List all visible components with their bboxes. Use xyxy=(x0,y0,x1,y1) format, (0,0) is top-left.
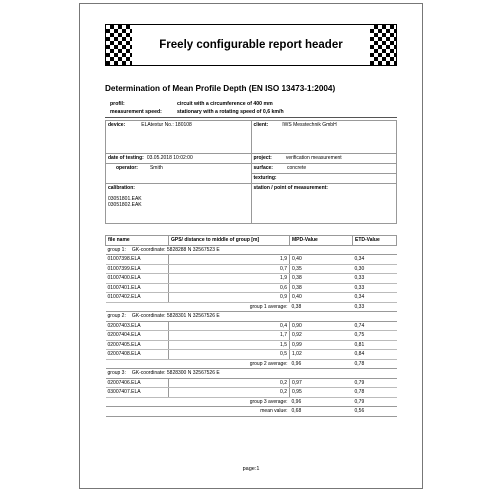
checkered-flag-left-icon xyxy=(106,25,132,65)
etd-cell: 0,74 xyxy=(353,321,397,331)
page-number: page:1 xyxy=(242,466,260,472)
etd-cell: 0,84 xyxy=(353,350,397,360)
distance-cell: 0,2 xyxy=(169,388,290,398)
file-name-cell: 01007400.ELA xyxy=(106,274,169,284)
file-name-cell: 02007403.ELA xyxy=(106,321,169,331)
group-average-label: group 2 average: xyxy=(106,359,290,369)
meta-table xyxy=(105,120,397,224)
date-label: date of testing: xyxy=(108,155,144,161)
table-row xyxy=(106,321,397,331)
mean-value-label: mean value: xyxy=(106,407,290,417)
etd-cell: 0,33 xyxy=(353,283,397,293)
distance-cell: 0,5 xyxy=(169,350,290,360)
table-row xyxy=(106,293,397,303)
surface-value: concrete xyxy=(286,165,307,171)
header-title: Freely configurable report header xyxy=(159,39,343,51)
group-average-etd: 0,78 xyxy=(353,359,397,369)
table-row xyxy=(106,331,397,341)
group-average-row xyxy=(106,359,397,369)
etd-cell: 0,34 xyxy=(353,255,397,265)
group-average-etd: 0,33 xyxy=(353,302,397,312)
mean-mpd: 0,68 xyxy=(290,407,353,417)
speed-label: measurement speed: xyxy=(110,109,162,115)
calibration-label: calibration: xyxy=(108,185,135,191)
group-average-row xyxy=(106,302,397,312)
col-header-gps: GPS/ distance to middle of group [m] xyxy=(169,236,290,246)
mpd-cell: 0,38 xyxy=(290,283,353,293)
group-average-mpd: 0,96 xyxy=(290,397,353,407)
project-label: project: xyxy=(253,155,272,161)
results-body xyxy=(106,236,397,417)
speed-value: stationary with a rotating speed of 0,6 km/h xyxy=(177,109,284,115)
table-row xyxy=(106,255,397,265)
mean-etd: 0,56 xyxy=(353,407,397,417)
group-header-row xyxy=(106,369,397,379)
checkered-flag-right-icon xyxy=(370,25,396,65)
device-value: ELAtextur No.: 180108 xyxy=(141,122,192,128)
file-name-cell: 01007401.ELA xyxy=(106,283,169,293)
distance-cell: 0,4 xyxy=(169,321,290,331)
group-average-mpd: 0,96 xyxy=(290,359,353,369)
etd-cell: 0,81 xyxy=(353,340,397,350)
mpd-cell: 0,99 xyxy=(290,340,353,350)
client-label: client: xyxy=(253,122,269,128)
table-row xyxy=(106,388,397,398)
distance-cell: 0,2 xyxy=(169,378,290,388)
distance-cell: 1,9 xyxy=(169,255,290,265)
results-table xyxy=(105,235,397,417)
etd-cell: 0,30 xyxy=(353,264,397,274)
operator-label: operator: xyxy=(116,165,138,171)
mean-value-row xyxy=(106,407,397,417)
group-coordinate: GK-coordinate: 5828300 N 32567526 E xyxy=(131,370,220,377)
mpd-cell: 0,97 xyxy=(290,378,353,388)
group-label: group 2: xyxy=(107,313,126,320)
file-name-cell: 03007407.ELA xyxy=(106,388,169,398)
table-row xyxy=(106,283,397,293)
file-name-cell: 01007399.ELA xyxy=(106,264,169,274)
etd-cell: 0,33 xyxy=(353,274,397,284)
mpd-cell: 0,35 xyxy=(290,264,353,274)
surface-label: surface: xyxy=(253,165,273,171)
table-row xyxy=(106,264,397,274)
station-label: station / point of measurement: xyxy=(253,185,328,191)
operator-value: Smith xyxy=(149,165,163,171)
group-label: group 1: xyxy=(107,246,126,253)
client-value: IWS Messtechnik GmbH xyxy=(282,122,337,128)
group-header xyxy=(106,245,397,255)
group-header-row xyxy=(106,245,397,255)
distance-cell: 1,7 xyxy=(169,331,290,341)
calibration-file: 03051802.EAK xyxy=(108,202,142,208)
group-header xyxy=(106,312,397,322)
mpd-cell: 1,02 xyxy=(290,350,353,360)
device-label: device: xyxy=(108,122,126,128)
table-row xyxy=(106,340,397,350)
project-value: verification measurement xyxy=(285,155,342,161)
group-average-row xyxy=(106,397,397,407)
mpd-cell: 0,92 xyxy=(290,331,353,341)
group-average-label: group 1 average: xyxy=(106,302,290,312)
etd-cell: 0,34 xyxy=(353,293,397,303)
report-header xyxy=(105,24,397,66)
group-average-etd: 0,79 xyxy=(353,397,397,407)
distance-cell: 0,9 xyxy=(169,293,290,303)
group-header xyxy=(106,369,397,379)
etd-cell: 0,79 xyxy=(353,378,397,388)
table-row xyxy=(106,350,397,360)
file-name-cell: 02007405.ELA xyxy=(106,340,169,350)
report-page xyxy=(79,3,423,489)
texturing-label: texturing: xyxy=(253,175,277,181)
table-row xyxy=(106,274,397,284)
distance-cell: 0,6 xyxy=(169,283,290,293)
file-name-cell: 02007408.ELA xyxy=(106,350,169,360)
mpd-cell: 0,95 xyxy=(290,388,353,398)
file-name-cell: 01007402.ELA xyxy=(106,293,169,303)
etd-cell: 0,78 xyxy=(353,388,397,398)
distance-cell: 0,7 xyxy=(169,264,290,274)
group-average-label: group 3 average: xyxy=(106,397,290,407)
col-header-file: file name xyxy=(106,236,169,246)
distance-cell: 1,5 xyxy=(169,340,290,350)
group-average-mpd: 0,38 xyxy=(290,302,353,312)
mpd-cell: 0,40 xyxy=(290,293,353,303)
profile-value: circuit with a circumference of 400 mm xyxy=(177,101,273,107)
file-name-cell: 02007406.ELA xyxy=(106,378,169,388)
mpd-cell: 0,90 xyxy=(290,321,353,331)
divider xyxy=(105,117,397,118)
mpd-cell: 0,40 xyxy=(290,255,353,265)
distance-cell: 1,9 xyxy=(169,274,290,284)
group-coordinate: GK-coordinate: 5828288 N 32567523 E xyxy=(131,246,220,253)
group-label: group 3: xyxy=(107,370,126,377)
col-header-etd: ETD-Value xyxy=(353,236,397,246)
table-row xyxy=(106,378,397,388)
file-name-cell: 02007404.ELA xyxy=(106,331,169,341)
etd-cell: 0,75 xyxy=(353,331,397,341)
calibration-file: 03051801.EAK xyxy=(108,196,142,202)
date-value: 03.05.2018 10:02:00 xyxy=(146,155,193,161)
col-header-mpd: MPD-Value xyxy=(290,236,353,246)
group-header-row xyxy=(106,312,397,322)
document-title: Determination of Mean Profile Depth (EN ISO 13473-1:2004) xyxy=(105,84,336,93)
table-header xyxy=(106,236,397,246)
group-coordinate: GK-coordinate: 5828301 N 32567526 E xyxy=(131,313,220,320)
file-name-cell: 01007398.ELA xyxy=(106,255,169,265)
profile-label: profil: xyxy=(110,101,125,107)
mpd-cell: 0,38 xyxy=(290,274,353,284)
